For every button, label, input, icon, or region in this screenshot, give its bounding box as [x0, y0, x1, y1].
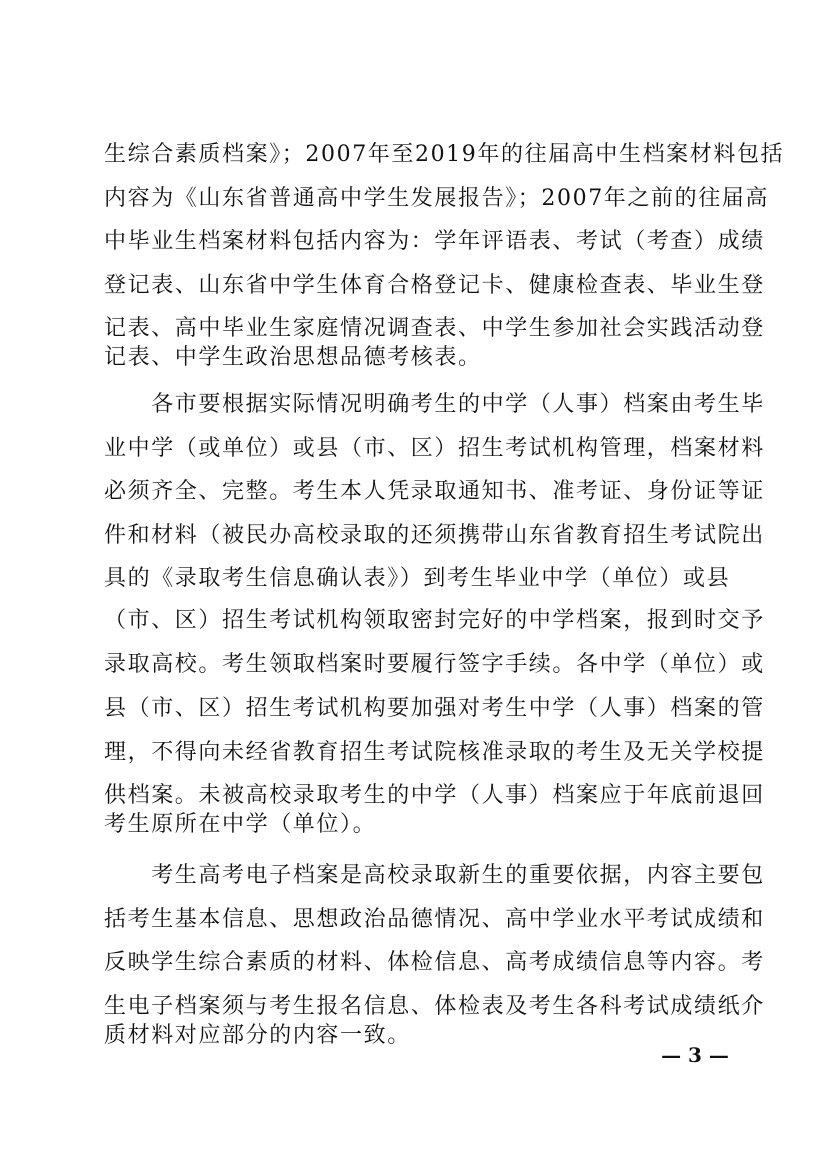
text-line: （市、区）招生考试机构领取密封完好的中学档案，报到时交予: [104, 608, 765, 633]
text-line: 记表、中学生政治思想品德考核表。: [104, 345, 482, 370]
text-line: 必须齐全、完整。考生本人凭录取通知书、准考证、身份证等证: [104, 479, 765, 504]
text-line: 考生原所在中学（单位）。: [104, 812, 377, 837]
text-line: 中毕业生档案材料包括内容为：学年评语表、考试（考查）成绩: [104, 229, 765, 254]
text-line: 反映学生综合素质的材料、体检信息、高考成绩信息等内容。考: [104, 950, 765, 975]
text-line: 件和材料（被民办高校录取的还须携带山东省教育招生考试院出: [104, 523, 765, 548]
text-line: 括考生基本信息、思想政治品德情况、高中学业水平考试成绩和: [104, 907, 765, 932]
text-line: 登记表、山东省中学生体育合格登记卡、健康检查表、毕业生登: [104, 273, 765, 298]
text-line: 供档案。未被高校录取考生的中学（人事）档案应于年底前退回: [104, 783, 765, 808]
text-line: 记表、高中毕业生家庭情况调查表、中学生参加社会实践活动登: [104, 316, 765, 341]
text-line: 县（市、区）招生考试机构要加强对考生中学（人事）档案的管: [104, 696, 765, 721]
text-line: 生综合素质档案》；2007年至2019年的往届高中生档案材料包括: [104, 142, 785, 167]
text-line: 生电子档案须与考生报名信息、体检表及考生各科考试成绩纸介: [104, 994, 765, 1019]
text-line: 质材料对应部分的内容一致。: [104, 1023, 411, 1048]
text-line: 业中学（或单位）或县（市、区）招生考试机构管理，档案材料: [104, 436, 765, 461]
text-line: 录取高校。考生领取档案时要履行签字手续。各中学（单位）或: [104, 652, 765, 677]
text-line: 具的《录取考生信息确认表》）到考生毕业中学（单位）或县: [104, 566, 731, 591]
page-number: — 3 —: [661, 1043, 729, 1067]
text-line: 考生高考电子档案是高校录取新生的重要依据，内容主要包: [104, 863, 765, 888]
text-line: 理，不得向未经省教育招生考试院核准录取的考生及无关学校提: [104, 740, 765, 765]
text-line: 各市要根据实际情况明确考生的中学（人事）档案由考生毕: [104, 392, 765, 417]
text-line: 内容为《山东省普通高中学生发展报告》；2007年之前的往届高: [104, 186, 769, 211]
